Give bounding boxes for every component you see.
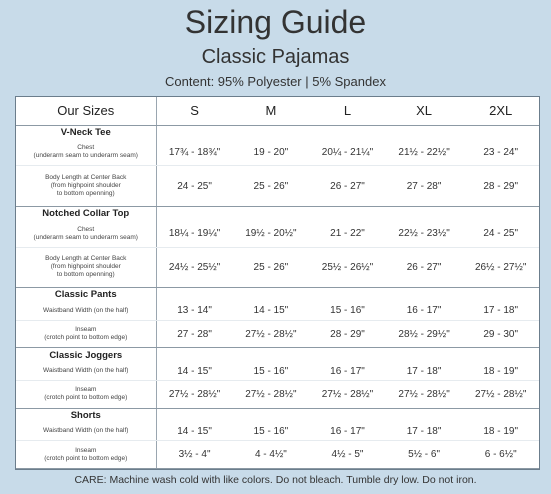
measurement-value: 17 - 18": [386, 422, 463, 441]
section-spacer-cell: [233, 206, 310, 220]
measurement-label-line: (from highpoint shoulder: [50, 182, 121, 190]
section-spacer-cell: [386, 125, 463, 139]
measurement-label-line: to bottom openning): [56, 190, 115, 198]
measurement-label: [16, 166, 156, 207]
measurement-value: 27½ - 28½": [386, 381, 463, 409]
measurement-value: 17 - 18": [462, 302, 539, 321]
section-spacer-cell: [156, 288, 233, 302]
measurement-value: 19½ - 20½": [233, 220, 310, 247]
section-spacer-cell: [386, 348, 463, 362]
fabric-content: Content: 95% Polyester | 5% Spandex: [165, 74, 386, 89]
measurement-value: 23 - 24": [462, 139, 539, 166]
sizing-table: [16, 97, 539, 469]
section-spacer-cell: [386, 206, 463, 220]
measurement-value: 28 - 29": [309, 320, 386, 348]
measurement-label-line: Body Length at Center Back: [45, 174, 127, 182]
section-title: Classic Pants: [16, 288, 156, 302]
measurement-value: 27½ - 28½": [309, 381, 386, 409]
measurement-value: 26½ - 27½": [462, 247, 539, 288]
measurement-value: 18 - 19": [462, 422, 539, 441]
table-row: [16, 422, 539, 441]
section-row: [16, 348, 539, 362]
section-title: Classic Joggers: [16, 348, 156, 362]
measurement-label-line: Waistband Width (on the half): [43, 367, 129, 375]
measurement-label-line: (from highpoint shoulder: [50, 263, 121, 271]
table-row: [16, 381, 539, 409]
measurement-label-line: Chest: [77, 225, 95, 233]
measurement-value: 25 - 26": [233, 247, 310, 288]
measurement-value: 24 - 25": [462, 220, 539, 247]
sizing-table-body: [16, 97, 539, 469]
measurement-value: 29 - 30": [462, 320, 539, 348]
column-header-size: M: [233, 97, 310, 125]
measurement-value: 26 - 27": [386, 247, 463, 288]
measurement-value: 28½ - 29½": [386, 320, 463, 348]
section-spacer-cell: [156, 125, 233, 139]
measurement-label-line: to bottom openning): [56, 271, 115, 279]
measurement-value: 13 - 14": [156, 302, 233, 321]
measurement-value: 14 - 15": [156, 422, 233, 441]
measurement-value: 22½ - 23½": [386, 220, 463, 247]
measurement-value: 28 - 29": [462, 166, 539, 207]
section-row: [16, 206, 539, 220]
section-spacer-cell: [462, 206, 539, 220]
section-row: [16, 408, 539, 422]
measurement-label-line: Waistband Width (on the half): [43, 427, 129, 435]
measurement-value: 27½ - 28½": [233, 320, 310, 348]
section-spacer-cell: [156, 206, 233, 220]
measurement-label-line: Body Length at Center Back: [45, 255, 127, 263]
measurement-label: [16, 247, 156, 288]
measurement-label-line: Inseam: [75, 386, 97, 394]
care-instructions: CARE: Machine wash cold with like colors. Do not bleach. Tumble dry low. Do not iron.: [74, 474, 477, 486]
measurement-value: 27½ - 28½": [156, 381, 233, 409]
measurement-value: 16 - 17": [386, 302, 463, 321]
measurement-value: 27 - 28": [386, 166, 463, 207]
measurement-label-line: Waistband Width (on the half): [43, 306, 129, 314]
measurement-value: 25 - 26": [233, 166, 310, 207]
measurement-label-line: (crotch point to bottom edge): [44, 454, 128, 462]
measurement-value: 18 - 19": [462, 362, 539, 381]
section-spacer-cell: [233, 288, 310, 302]
measurement-value: 26 - 27": [309, 166, 386, 207]
measurement-value: 24 - 25": [156, 166, 233, 207]
measurement-value: 21 - 22": [309, 220, 386, 247]
section-title: Shorts: [16, 408, 156, 422]
section-spacer-cell: [462, 408, 539, 422]
measurement-label-line: (crotch point to bottom edge): [44, 334, 128, 342]
section-spacer-cell: [233, 348, 310, 362]
measurement-value: 17 - 18": [386, 362, 463, 381]
section-row: [16, 288, 539, 302]
page-subtitle: Classic Pajamas: [201, 46, 350, 68]
column-header-our-sizes: Our Sizes: [16, 97, 156, 125]
section-spacer-cell: [386, 288, 463, 302]
measurement-label-line: (underarm seam to underarm seam): [33, 152, 138, 160]
measurement-value: 4½ - 5": [309, 441, 386, 469]
measurement-label: [16, 422, 156, 441]
section-spacer-cell: [462, 125, 539, 139]
measurement-label: [16, 381, 156, 409]
table-header-row: [16, 97, 539, 125]
measurement-value: 3½ - 4": [156, 441, 233, 469]
measurement-value: 14 - 15": [156, 362, 233, 381]
measurement-value: 15 - 16": [309, 302, 386, 321]
section-spacer-cell: [309, 206, 386, 220]
measurement-label-line: Inseam: [75, 326, 97, 334]
page-title: Sizing Guide: [184, 4, 367, 40]
section-spacer-cell: [386, 408, 463, 422]
measurement-label-line: (underarm seam to underarm seam): [33, 233, 138, 241]
measurement-value: 4 - 4½": [233, 441, 310, 469]
measurement-value: 6 - 6½": [462, 441, 539, 469]
section-row: [16, 125, 539, 139]
measurement-value: 18¼ - 19¼": [156, 220, 233, 247]
sizing-table-container: [15, 96, 540, 470]
table-row: [16, 362, 539, 381]
section-spacer-cell: [156, 348, 233, 362]
table-row: [16, 320, 539, 348]
section-spacer-cell: [309, 408, 386, 422]
measurement-value: 16 - 17": [309, 362, 386, 381]
measurement-value: 15 - 16": [233, 422, 310, 441]
measurement-value: 14 - 15": [233, 302, 310, 321]
measurement-value: 24½ - 25½": [156, 247, 233, 288]
measurement-label-line: Chest: [77, 144, 95, 152]
table-row: [16, 220, 539, 247]
column-header-size: L: [309, 97, 386, 125]
section-spacer-cell: [156, 408, 233, 422]
section-spacer-cell: [462, 288, 539, 302]
section-spacer-cell: [309, 348, 386, 362]
section-spacer-cell: [462, 348, 539, 362]
measurement-value: 16 - 17": [309, 422, 386, 441]
measurement-value: 15 - 16": [233, 362, 310, 381]
section-spacer-cell: [309, 288, 386, 302]
measurement-value: 25½ - 26½": [309, 247, 386, 288]
measurement-label: [16, 441, 156, 469]
measurement-value: 19 - 20": [233, 139, 310, 166]
measurement-label: [16, 220, 156, 247]
column-header-size: S: [156, 97, 233, 125]
section-spacer-cell: [309, 125, 386, 139]
table-row: [16, 441, 539, 469]
section-spacer-cell: [233, 125, 310, 139]
measurement-value: 5½ - 6": [386, 441, 463, 469]
column-header-size: XL: [386, 97, 463, 125]
measurement-label: [16, 302, 156, 321]
column-header-size: 2XL: [462, 97, 539, 125]
table-row: [16, 166, 539, 207]
measurement-value: 27½ - 28½": [233, 381, 310, 409]
measurement-label: [16, 320, 156, 348]
table-row: [16, 247, 539, 288]
measurement-label-line: Inseam: [75, 446, 97, 454]
section-spacer-cell: [233, 408, 310, 422]
measurement-label-line: (crotch point to bottom edge): [44, 394, 128, 402]
table-row: [16, 302, 539, 321]
measurement-value: 27½ - 28½": [462, 381, 539, 409]
measurement-value: 21½ - 22½": [386, 139, 463, 166]
table-row: [16, 139, 539, 166]
measurement-value: 27 - 28": [156, 320, 233, 348]
section-title: V-Neck Tee: [16, 125, 156, 139]
measurement-label: [16, 139, 156, 166]
measurement-label: [16, 362, 156, 381]
measurement-value: 17¾ - 18¾": [156, 139, 233, 166]
measurement-value: 20¼ - 21¼": [309, 139, 386, 166]
section-title: Notched Collar Top: [16, 206, 156, 220]
